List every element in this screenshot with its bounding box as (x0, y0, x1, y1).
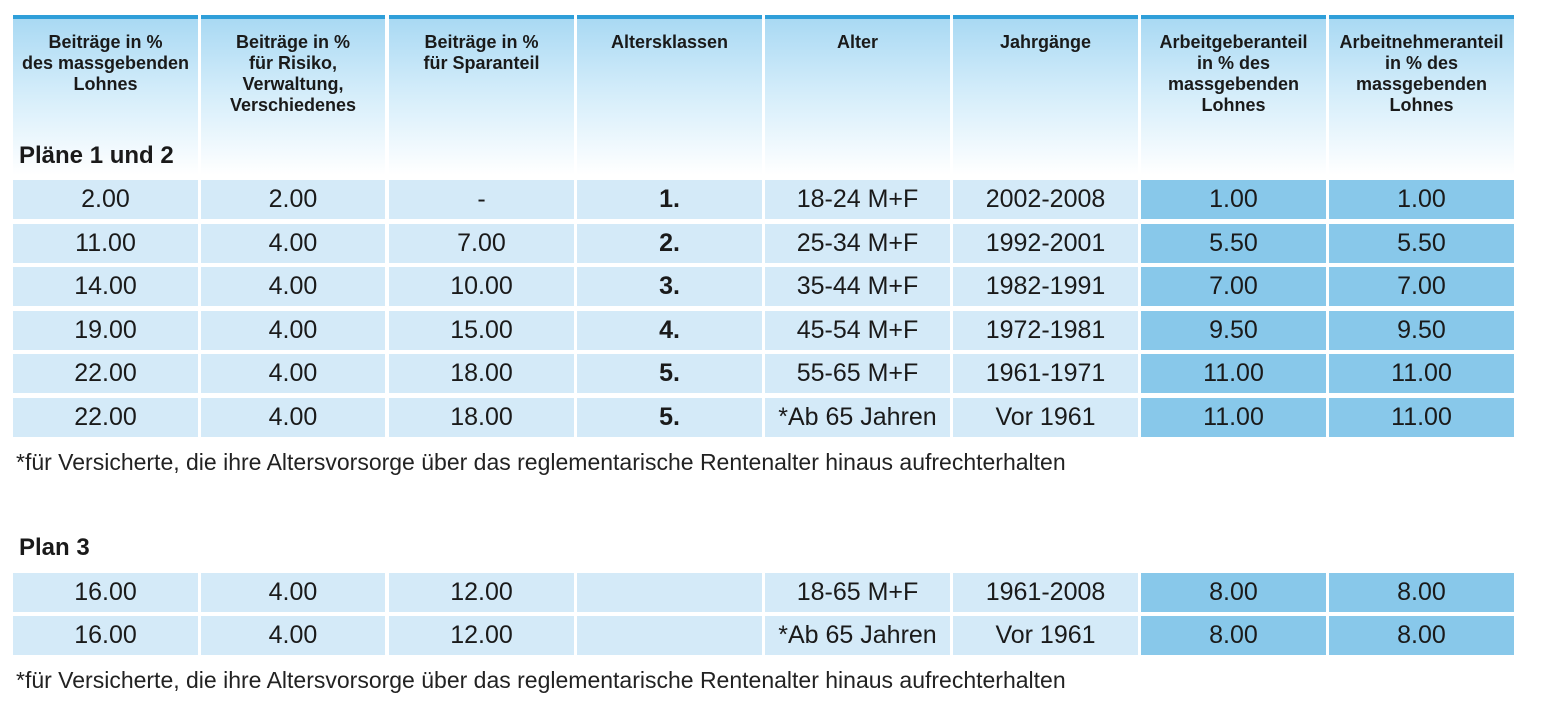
cell-employee: 1.00 (1329, 180, 1514, 219)
cell-age: 55-65 M+F (765, 354, 950, 393)
table-row (0, 398, 1552, 437)
cell-age: 35-44 M+F (765, 267, 950, 306)
cell-employer: 5.50 (1141, 224, 1326, 263)
cell-age-class (577, 616, 762, 655)
cell-total: 19.00 (13, 311, 198, 350)
header-risk-contribution: Beiträge in % für Risiko, Verwaltung, Verschiedenes (201, 15, 385, 175)
cell-employee: 8.00 (1329, 616, 1514, 655)
cell-total: 2.00 (13, 180, 198, 219)
cell-total: 11.00 (13, 224, 198, 263)
cell-employer: 11.00 (1141, 354, 1326, 393)
section-title-plan12: Pläne 1 und 2 (19, 142, 174, 169)
header-birth-years: Jahrgänge (953, 15, 1138, 175)
cell-age-class: 5. (577, 398, 762, 437)
table-row (0, 267, 1552, 306)
table-row (0, 224, 1552, 263)
cell-savings: - (389, 180, 574, 219)
cell-birth-years: 1982-1991 (953, 267, 1138, 306)
cell-employee: 5.50 (1329, 224, 1514, 263)
cell-risk: 4.00 (201, 224, 385, 263)
cell-age: 18-24 M+F (765, 180, 950, 219)
cell-total: 14.00 (13, 267, 198, 306)
cell-risk: 4.00 (201, 311, 385, 350)
cell-savings: 12.00 (389, 616, 574, 655)
cell-savings: 12.00 (389, 573, 574, 612)
cell-total: 22.00 (13, 398, 198, 437)
cell-total: 22.00 (13, 354, 198, 393)
header-age-class: Altersklassen (577, 15, 762, 175)
cell-employee: 11.00 (1329, 398, 1514, 437)
cell-employer: 8.00 (1141, 616, 1326, 655)
cell-risk: 4.00 (201, 616, 385, 655)
cell-risk: 4.00 (201, 354, 385, 393)
cell-birth-years: Vor 1961 (953, 616, 1138, 655)
cell-age-class (577, 573, 762, 612)
cell-employer: 8.00 (1141, 573, 1326, 612)
cell-total: 16.00 (13, 616, 198, 655)
table-row (0, 311, 1552, 350)
cell-savings: 18.00 (389, 354, 574, 393)
cell-employee: 7.00 (1329, 267, 1514, 306)
cell-total: 16.00 (13, 573, 198, 612)
cell-age: *Ab 65 Jahren (765, 398, 950, 437)
header-savings-contribution: Beiträge in % für Sparanteil (389, 15, 574, 175)
cell-birth-years: 1961-1971 (953, 354, 1138, 393)
cell-age-class: 4. (577, 311, 762, 350)
cell-age-class: 5. (577, 354, 762, 393)
cell-risk: 4.00 (201, 573, 385, 612)
cell-birth-years: 1972-1981 (953, 311, 1138, 350)
cell-employee: 11.00 (1329, 354, 1514, 393)
cell-employee: 9.50 (1329, 311, 1514, 350)
cell-savings: 10.00 (389, 267, 574, 306)
header-total-contribution: Beiträge in % des massgebenden Lohnes (13, 15, 198, 175)
cell-savings: 18.00 (389, 398, 574, 437)
footnote-plan12: *für Versicherte, die ihre Altersvorsorge über das reglementarische Rentenalter hinaus aufrechterhalten (16, 449, 1066, 475)
cell-risk: 4.00 (201, 398, 385, 437)
cell-birth-years: 1992-2001 (953, 224, 1138, 263)
table-row (0, 573, 1552, 612)
cell-birth-years: 1961-2008 (953, 573, 1138, 612)
cell-age: *Ab 65 Jahren (765, 616, 950, 655)
header-age: Alter (765, 15, 950, 175)
cell-employer: 7.00 (1141, 267, 1326, 306)
cell-employer: 9.50 (1141, 311, 1326, 350)
cell-age: 25-34 M+F (765, 224, 950, 263)
table-header (0, 0, 1552, 178)
cell-employee: 8.00 (1329, 573, 1514, 612)
cell-age-class: 1. (577, 180, 762, 219)
header-employee-share: Arbeitnehmeranteil in % des massgebenden Lohnes (1329, 15, 1514, 175)
table-row (0, 180, 1552, 219)
cell-employer: 11.00 (1141, 398, 1326, 437)
section-title-plan3: Plan 3 (19, 534, 90, 561)
cell-savings: 15.00 (389, 311, 574, 350)
cell-age: 45-54 M+F (765, 311, 950, 350)
cell-birth-years: Vor 1961 (953, 398, 1138, 437)
cell-risk: 2.00 (201, 180, 385, 219)
header-employer-share: Arbeitgeberanteil in % des massgebenden Lohnes (1141, 15, 1326, 175)
cell-risk: 4.00 (201, 267, 385, 306)
cell-age: 18-65 M+F (765, 573, 950, 612)
cell-birth-years: 2002-2008 (953, 180, 1138, 219)
cell-age-class: 3. (577, 267, 762, 306)
cell-employer: 1.00 (1141, 180, 1326, 219)
footnote-plan3: *für Versicherte, die ihre Altersvorsorge über das reglementarische Rentenalter hinaus aufrechterhalten (16, 667, 1066, 693)
table-row (0, 354, 1552, 393)
table-row (0, 616, 1552, 655)
cell-age-class: 2. (577, 224, 762, 263)
cell-savings: 7.00 (389, 224, 574, 263)
